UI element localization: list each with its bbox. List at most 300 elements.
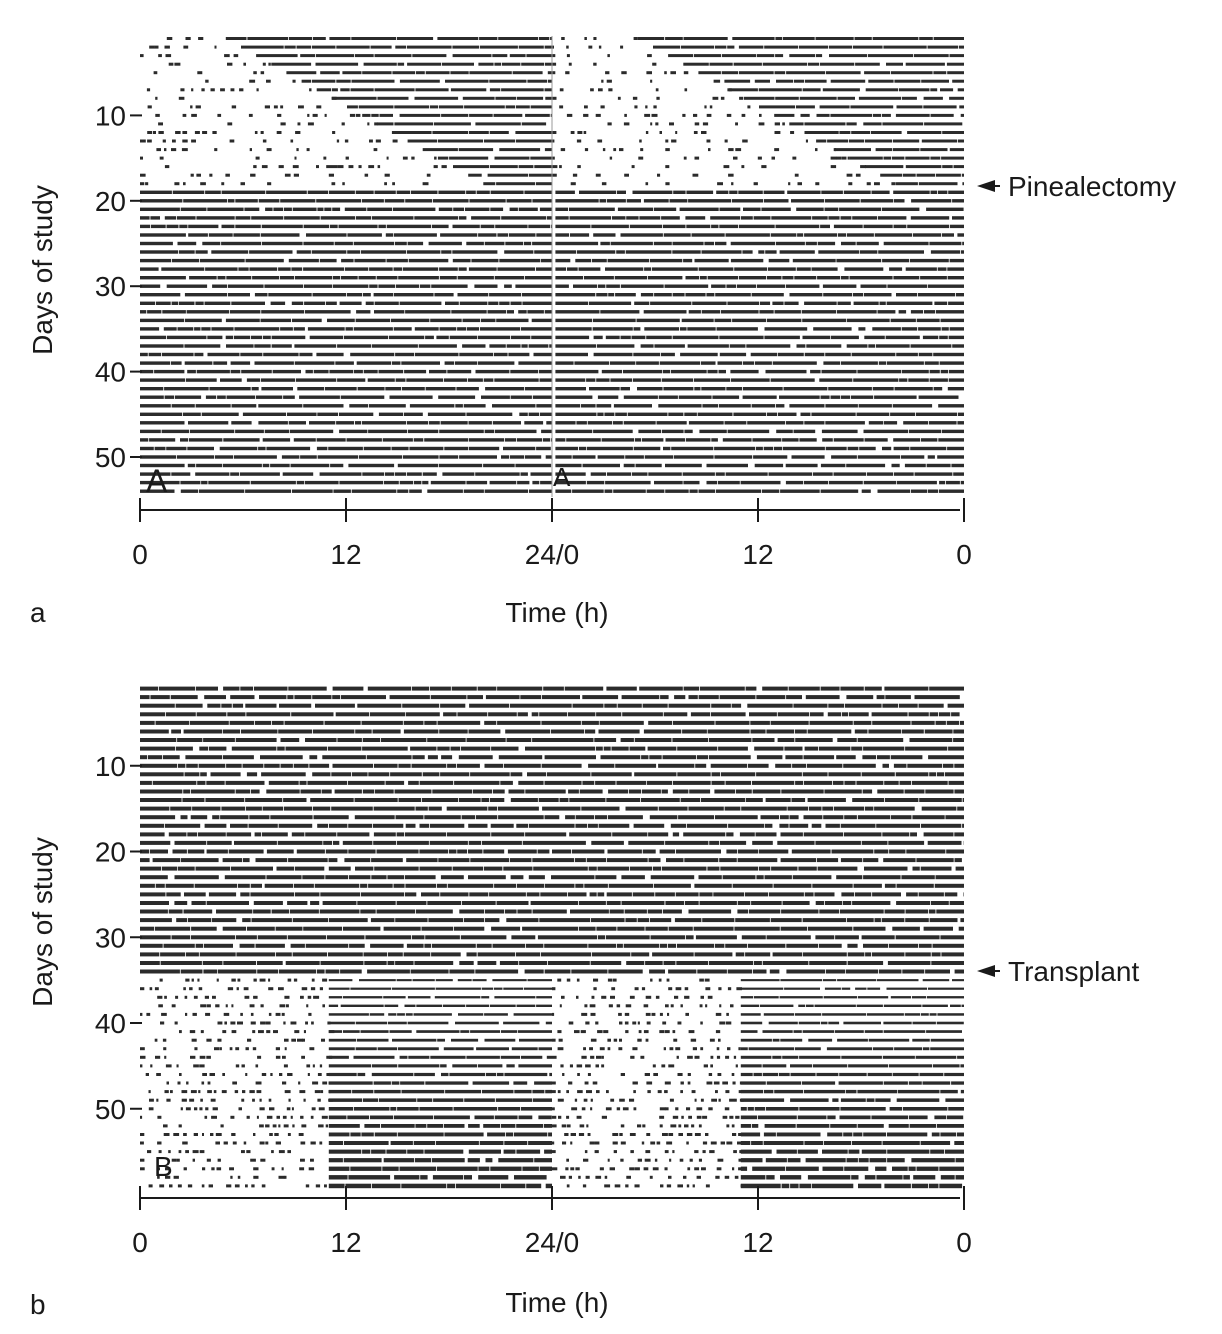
activity-dot — [308, 996, 312, 999]
activity-bar — [854, 721, 872, 725]
activity-dot — [294, 174, 299, 177]
activity-bar — [539, 370, 552, 373]
activity-bar — [511, 875, 524, 879]
activity-bar — [793, 259, 836, 262]
activity-bar — [140, 447, 154, 450]
activity-bar — [804, 302, 837, 305]
activity-bar — [439, 430, 484, 433]
activity-bar — [245, 704, 276, 708]
activity-dot — [227, 122, 232, 125]
activity-bar — [414, 438, 424, 441]
activity-dot — [645, 1150, 650, 1153]
activity-bar — [808, 1175, 851, 1179]
activity-bar — [956, 293, 964, 296]
activity-bar — [511, 336, 531, 339]
activity-dot — [155, 1056, 160, 1059]
activity-dot — [215, 46, 217, 49]
activity-dot — [147, 131, 152, 134]
activity-bar — [859, 447, 876, 450]
activity-dot — [298, 122, 301, 125]
activity-dot — [241, 1150, 245, 1153]
activity-bar — [734, 927, 779, 931]
panel-b-marker-left: B — [154, 1151, 173, 1182]
activity-dot — [233, 1142, 237, 1145]
activity-bar — [685, 216, 705, 219]
activity-bar — [227, 832, 252, 836]
activity-bar — [552, 790, 566, 794]
activity-dot — [299, 1133, 304, 1136]
activity-bar — [476, 815, 498, 819]
panel-b-y-axis-title: Days of study — [27, 837, 58, 1007]
activity-bar — [878, 310, 896, 313]
x-tick-label: 0 — [956, 1227, 972, 1258]
activity-bar — [616, 781, 646, 785]
activity-bar — [479, 37, 497, 40]
activity-dot — [703, 122, 708, 125]
activity-bar — [638, 430, 661, 433]
panel-a-y-axis-title: Days of study — [27, 185, 58, 355]
activity-bar — [401, 1184, 446, 1189]
activity-dot — [713, 97, 719, 100]
activity-bar — [322, 790, 332, 794]
activity-bar — [429, 242, 462, 245]
activity-bar — [610, 378, 632, 381]
activity-dot — [231, 88, 235, 91]
activity-bar — [507, 310, 514, 313]
activity-dot — [158, 1004, 163, 1007]
activity-bar — [410, 747, 436, 751]
activity-bar — [910, 832, 917, 836]
activity-bar — [823, 88, 860, 91]
activity-bar — [265, 208, 273, 211]
activity-bar — [494, 884, 516, 888]
activity-bar — [407, 63, 441, 66]
activity-bar — [876, 148, 893, 151]
activity-dot — [235, 1047, 239, 1050]
activity-bar — [859, 404, 892, 407]
activity-bar — [720, 867, 758, 871]
activity-bar — [754, 961, 762, 965]
activity-bar — [759, 867, 771, 871]
activity-bar — [377, 850, 419, 854]
activity-bar — [359, 105, 394, 108]
activity-dot — [226, 1004, 228, 1007]
activity-dot — [617, 1004, 621, 1007]
activity-dot — [585, 1064, 591, 1067]
activity-bar — [962, 824, 964, 828]
activity-bar — [754, 1073, 762, 1076]
activity-dot — [798, 182, 803, 185]
activity-dot — [629, 1167, 634, 1170]
activity-bar — [727, 46, 734, 49]
activity-bar — [506, 1064, 514, 1067]
activity-bar — [878, 250, 924, 253]
activity-bar — [709, 755, 751, 759]
activity-bar — [897, 481, 937, 484]
activity-bar — [948, 302, 964, 305]
activity-bar — [257, 970, 278, 974]
activity-bar — [231, 867, 273, 871]
activity-bar — [263, 464, 270, 467]
activity-bar — [794, 80, 804, 83]
activity-bar — [398, 1064, 439, 1067]
activity-bar — [412, 687, 429, 691]
activity-bar — [946, 850, 964, 854]
activity-bar — [884, 421, 897, 424]
activity-bar — [819, 944, 842, 948]
activity-bar — [539, 712, 552, 716]
activity-bar — [284, 807, 312, 811]
activity-bar — [329, 824, 348, 828]
activity-bar — [798, 1116, 827, 1120]
activity-bar — [719, 404, 751, 407]
activity-bar — [871, 1116, 908, 1120]
activity-bar — [720, 208, 741, 211]
activity-bar — [140, 704, 175, 708]
activity-bar — [751, 730, 766, 734]
activity-bar — [555, 421, 575, 424]
activity-bar — [261, 378, 295, 381]
activity-dot — [140, 1047, 145, 1050]
activity-bar — [930, 88, 937, 91]
activity-bar — [884, 1184, 911, 1189]
activity-bar — [290, 430, 334, 433]
activity-bar — [589, 302, 631, 305]
activity-dot — [305, 1022, 308, 1025]
activity-bar — [414, 481, 422, 484]
activity-bar — [465, 208, 490, 211]
activity-bar — [381, 1124, 415, 1128]
activity-bar — [891, 71, 933, 74]
activity-bar — [868, 1073, 892, 1076]
activity-bar — [454, 1107, 498, 1111]
activity-bar — [140, 336, 166, 339]
activity-dot — [673, 1039, 677, 1042]
activity-bar — [140, 327, 159, 330]
activity-bar — [741, 1047, 748, 1050]
activity-dot — [252, 1099, 255, 1102]
activity-bar — [914, 54, 949, 57]
activity-dot — [317, 1099, 320, 1102]
activity-bar — [468, 875, 506, 879]
activity-bar — [140, 438, 148, 441]
activity-bar — [486, 1073, 496, 1076]
activity-bar — [732, 704, 742, 708]
activity-dot — [384, 182, 387, 185]
activity-bar — [723, 438, 752, 441]
activity-bar — [665, 285, 709, 288]
activity-dot — [179, 97, 185, 100]
activity-bar — [422, 927, 454, 931]
activity-bar — [362, 114, 370, 117]
activity-bar — [156, 884, 165, 888]
activity-dot — [630, 1150, 634, 1153]
activity-bar — [810, 712, 824, 716]
activity-bar — [771, 721, 809, 725]
activity-bar — [464, 1175, 472, 1179]
activity-bar — [469, 114, 493, 117]
activity-bar — [708, 276, 738, 279]
activity-bar — [872, 327, 901, 330]
activity-bar — [903, 1175, 910, 1179]
activity-bar — [432, 225, 449, 228]
activity-bar — [301, 790, 321, 794]
activity-dot — [552, 1082, 556, 1085]
activity-bar — [285, 721, 324, 725]
activity-bar — [714, 80, 721, 83]
activity-bar — [941, 1175, 955, 1179]
activity-dot — [719, 1004, 721, 1007]
activity-bar — [394, 233, 437, 236]
activity-bar — [644, 199, 669, 202]
activity-bar — [650, 918, 671, 922]
activity-dot — [558, 1099, 564, 1102]
activity-bar — [902, 327, 918, 330]
activity-bar — [804, 1141, 823, 1145]
activity-bar — [364, 961, 386, 965]
activity-bar — [825, 421, 865, 424]
activity-dot — [665, 140, 668, 143]
activity-bar — [910, 447, 946, 450]
activity-bar — [784, 387, 828, 390]
activity-bar — [339, 481, 383, 484]
activity-bar — [356, 1047, 377, 1050]
activity-bar — [212, 918, 236, 922]
activity-bar — [511, 772, 523, 776]
activity-bar — [526, 1184, 541, 1189]
activity-dot — [775, 131, 781, 134]
activity-bar — [536, 447, 551, 450]
activity-bar — [196, 404, 231, 407]
activity-bar — [919, 353, 933, 356]
activity-bar — [469, 438, 504, 441]
activity-dot — [637, 1039, 641, 1042]
activity-bar — [375, 790, 394, 794]
activity-bar — [140, 944, 163, 948]
activity-bar — [555, 242, 598, 245]
activity-bar — [462, 815, 475, 819]
activity-bar — [230, 472, 239, 475]
activity-bar — [555, 191, 575, 194]
activity-dot — [562, 1142, 566, 1145]
activity-bar — [451, 1039, 478, 1042]
activity-bar — [393, 208, 436, 211]
activity-bar — [552, 798, 559, 802]
activity-bar — [497, 721, 540, 725]
activity-bar — [329, 370, 353, 373]
y-tick-label: 30 — [94, 271, 126, 303]
activity-bar — [855, 37, 872, 40]
activity-dot — [697, 1116, 702, 1119]
activity-bar — [545, 88, 553, 91]
activity-bar — [331, 772, 351, 776]
activity-dot — [287, 1073, 292, 1076]
activity-dot — [603, 148, 605, 151]
activity-dot — [368, 165, 374, 168]
activity-bar — [329, 1167, 350, 1171]
activity-bar — [455, 404, 463, 407]
activity-bar — [715, 319, 732, 322]
activity-bar — [711, 764, 748, 768]
activity-dot — [669, 122, 674, 125]
activity-bar — [179, 302, 195, 305]
activity-dot — [199, 1107, 202, 1110]
activity-dot — [601, 996, 606, 999]
activity-dot — [211, 88, 215, 91]
activity-bar — [662, 867, 707, 871]
panel-b-actogram — [27, 687, 1139, 1320]
activity-dot — [609, 1004, 613, 1007]
activity-dot — [277, 1116, 281, 1119]
activity-bar — [954, 165, 965, 168]
activity-bar — [873, 37, 919, 40]
activity-bar — [806, 1158, 846, 1162]
activity-dot — [165, 1090, 169, 1093]
activity-dot — [717, 1167, 722, 1170]
activity-dot — [434, 165, 438, 168]
activity-bar — [902, 370, 929, 373]
activity-bar — [545, 815, 553, 819]
activity-bar — [490, 88, 500, 91]
activity-bar — [434, 122, 471, 125]
activity-bar — [347, 233, 382, 236]
activity-bar — [517, 910, 531, 914]
activity-dot — [202, 1133, 204, 1136]
activity-dot — [635, 1184, 640, 1187]
activity-bar — [397, 979, 412, 981]
activity-bar — [533, 396, 552, 399]
activity-bar — [725, 807, 741, 811]
activity-bar — [378, 285, 395, 288]
activity-bar — [862, 490, 871, 493]
activity-dot — [198, 37, 203, 40]
activity-dot — [647, 1022, 651, 1025]
activity-bar — [522, 293, 552, 296]
activity-bar — [951, 1081, 964, 1084]
activity-bar — [761, 815, 780, 819]
activity-dot — [200, 1056, 206, 1059]
activity-bar — [808, 927, 853, 931]
activity-bar — [532, 858, 552, 862]
activity-bar — [530, 157, 552, 160]
activity-bar — [731, 378, 770, 381]
activity-bar — [953, 472, 964, 475]
activity-dot — [836, 157, 841, 160]
activity-bar — [598, 935, 605, 939]
activity-dot — [167, 37, 173, 40]
activity-bar — [934, 302, 947, 305]
activity-bar — [140, 387, 163, 390]
activity-dot — [140, 1142, 144, 1145]
activity-bar — [490, 131, 509, 134]
activity-dot — [842, 157, 847, 160]
activity-bar — [926, 1030, 962, 1033]
activity-bar — [884, 687, 928, 691]
activity-bar — [652, 952, 694, 956]
activity-dot — [182, 140, 187, 143]
activity-bar — [799, 1022, 821, 1025]
activity-bar — [930, 918, 958, 922]
activity-bar — [569, 798, 605, 802]
activity-dot — [584, 1004, 587, 1007]
activity-bar — [552, 832, 566, 836]
activity-bar — [389, 336, 424, 339]
activity-dot — [680, 1090, 683, 1093]
activity-bar — [700, 276, 707, 279]
activity-bar — [911, 721, 934, 725]
activity-bar — [680, 327, 687, 330]
activity-bar — [818, 250, 859, 253]
activity-dot — [561, 996, 565, 999]
activity-bar — [498, 807, 539, 811]
activity-bar — [355, 867, 373, 871]
activity-bar — [238, 267, 248, 270]
activity-bar — [555, 344, 596, 347]
activity-bar — [598, 396, 618, 399]
activity-bar — [379, 413, 403, 416]
activity-bar — [233, 233, 260, 236]
activity-bar — [865, 140, 892, 143]
activity-bar — [953, 730, 964, 734]
activity-dot — [664, 71, 667, 74]
activity-bar — [483, 464, 515, 467]
activity-bar — [395, 790, 432, 794]
activity-bar — [482, 841, 522, 845]
activity-bar — [762, 490, 779, 493]
activity-bar — [373, 841, 396, 845]
activity-bar — [812, 884, 852, 888]
activity-bar — [453, 259, 471, 262]
activity-bar — [436, 979, 453, 981]
activity-dot — [603, 1030, 608, 1033]
activity-bar — [963, 798, 964, 802]
activity-bar — [689, 790, 710, 794]
activity-bar — [954, 790, 964, 794]
activity-bar — [782, 438, 799, 441]
activity-bar — [147, 310, 161, 313]
activity-bar — [568, 712, 596, 716]
activity-bar — [813, 472, 833, 475]
activity-bar — [568, 790, 579, 794]
activity-bar — [480, 46, 518, 49]
activity-bar — [541, 430, 552, 433]
activity-dot — [157, 1116, 161, 1119]
activity-bar — [786, 71, 825, 74]
activity-bar — [867, 1098, 875, 1102]
activity-bar — [263, 336, 271, 339]
activity-bar — [732, 199, 763, 202]
activity-bar — [469, 267, 497, 270]
activity-bar — [885, 695, 911, 699]
activity-bar — [402, 1090, 445, 1093]
activity-dot — [739, 97, 743, 100]
activity-bar — [615, 293, 636, 296]
activity-bar — [818, 242, 835, 245]
activity-bar — [715, 293, 751, 296]
activity-dot — [704, 105, 706, 108]
activity-bar — [439, 208, 453, 211]
activity-bar — [265, 430, 289, 433]
activity-bar — [849, 140, 864, 143]
activity-bar — [521, 472, 528, 475]
activity-dot — [316, 1184, 320, 1187]
activity-bar — [501, 1124, 515, 1128]
activity-bar — [486, 695, 520, 699]
activity-bar — [307, 781, 347, 785]
activity-dot — [285, 1047, 287, 1050]
activity-bar — [316, 199, 361, 202]
activity-bar — [329, 1090, 352, 1093]
